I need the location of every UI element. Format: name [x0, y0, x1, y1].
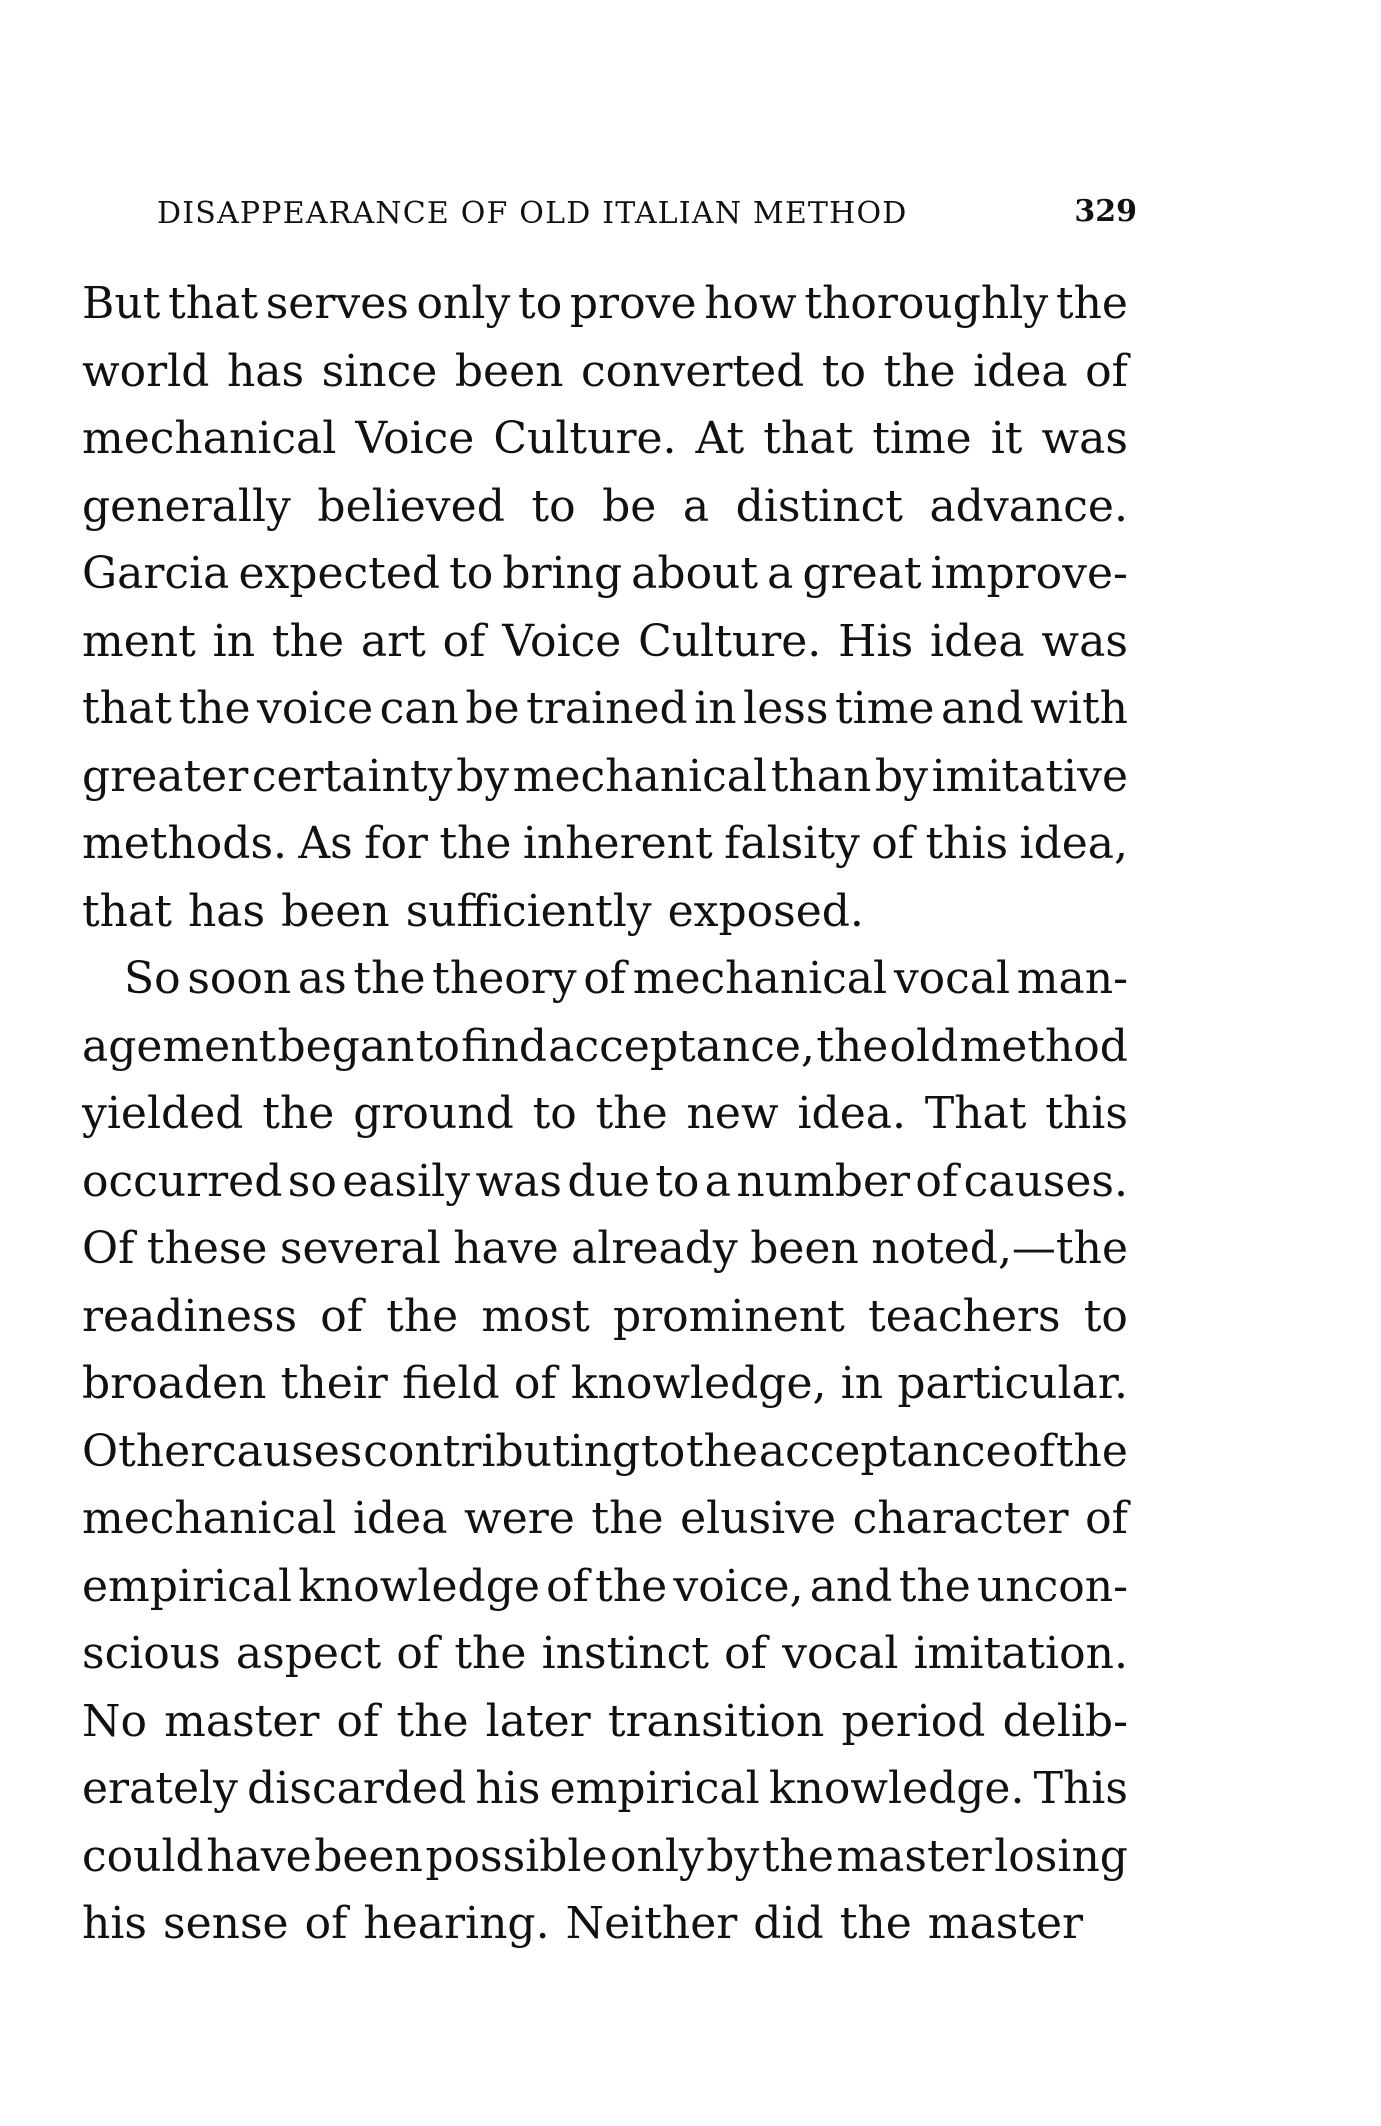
- word: idea: [352, 1493, 448, 1544]
- word: be: [602, 480, 657, 532]
- word: imitation.: [913, 1628, 1128, 1679]
- word: and: [940, 683, 1024, 734]
- word: his: [82, 1898, 147, 1949]
- word: yielded: [82, 1088, 244, 1139]
- word: for: [364, 818, 428, 869]
- running-head: [157, 196, 1137, 236]
- word: discarded: [247, 1763, 467, 1814]
- word: a: [682, 480, 710, 532]
- word: began: [277, 1020, 415, 1072]
- word: a: [767, 548, 794, 599]
- word: already: [571, 1223, 738, 1274]
- word: have: [453, 1223, 559, 1274]
- word: vocal: [782, 1628, 899, 1679]
- word: improve-: [930, 548, 1128, 599]
- text-line: [82, 675, 1128, 743]
- word: the: [685, 1425, 759, 1477]
- word: delib-: [1002, 1695, 1128, 1747]
- word: voice,: [673, 1560, 804, 1612]
- word: of: [546, 1560, 589, 1612]
- word: only: [416, 278, 511, 329]
- word: instinct: [541, 1628, 709, 1679]
- word: man-: [1016, 953, 1128, 1004]
- word: master: [927, 1898, 1084, 1949]
- word: theory: [432, 953, 577, 1004]
- word: the: [591, 1493, 664, 1544]
- word: This: [1033, 1763, 1128, 1814]
- text-line: [82, 270, 1128, 338]
- text-line: [82, 1823, 1128, 1891]
- word: of: [396, 1628, 440, 1679]
- text-line: [82, 1755, 1128, 1823]
- text-line: [82, 945, 1128, 1013]
- text-line: [82, 1418, 1128, 1486]
- text-line: [82, 1890, 1128, 1958]
- word: to: [641, 1425, 686, 1477]
- word: knowledge,: [570, 1358, 827, 1409]
- word: broaden: [82, 1358, 267, 1409]
- word: been: [281, 885, 390, 937]
- word: imitative: [931, 750, 1128, 802]
- word: been: [454, 345, 564, 397]
- word: their: [280, 1358, 388, 1409]
- word: methods.: [82, 818, 288, 869]
- word: serves: [265, 278, 409, 329]
- text-line: [82, 1283, 1128, 1351]
- word: the: [761, 1830, 834, 1882]
- word: scious: [82, 1628, 221, 1679]
- word: ground: [353, 1088, 514, 1139]
- word: to: [1083, 1290, 1128, 1342]
- word: teachers: [868, 1290, 1061, 1342]
- word: of: [724, 1628, 767, 1679]
- word: to: [449, 548, 494, 599]
- word: of: [513, 1358, 557, 1409]
- word: of: [871, 818, 915, 869]
- word: the: [353, 953, 426, 1004]
- word: idea.: [797, 1088, 906, 1139]
- word: as: [297, 953, 347, 1004]
- word: sense: [163, 1898, 289, 1949]
- word: idea: [930, 615, 1025, 667]
- word: can: [379, 683, 459, 734]
- word: the: [839, 1898, 912, 1949]
- word: his: [475, 1763, 541, 1814]
- word: did: [753, 1898, 824, 1949]
- word: that: [82, 885, 172, 937]
- word: voice: [257, 683, 374, 734]
- word: distinct: [735, 480, 903, 532]
- word: to: [518, 278, 563, 329]
- word: to: [532, 1088, 577, 1139]
- word: advance.: [929, 480, 1128, 532]
- word: were: [464, 1493, 575, 1544]
- word: to: [531, 480, 576, 532]
- word: master: [836, 1830, 992, 1882]
- word: to: [821, 345, 866, 397]
- word: mechanical: [632, 953, 888, 1004]
- word: was: [1041, 413, 1128, 464]
- word: noted,—the: [871, 1223, 1128, 1274]
- word: prominent: [612, 1290, 845, 1342]
- word: in: [840, 1358, 884, 1409]
- word: in: [212, 615, 256, 667]
- word: mechanical: [82, 413, 337, 464]
- word: have: [206, 1830, 312, 1882]
- word: to: [415, 1020, 460, 1072]
- page-number: 329: [1074, 194, 1137, 229]
- word: losing: [994, 1830, 1128, 1882]
- word: with: [1030, 683, 1128, 734]
- word: exposed.: [667, 885, 864, 937]
- word: old: [889, 1020, 959, 1072]
- word: was: [475, 1155, 562, 1207]
- word: acceptance: [758, 1425, 1012, 1477]
- word: in: [694, 683, 737, 734]
- text-line: [82, 1215, 1128, 1283]
- word: ment: [82, 615, 196, 667]
- word: find: [461, 1020, 547, 1072]
- word: of: [336, 1695, 380, 1747]
- word: the: [898, 1560, 971, 1612]
- word: most: [481, 1290, 590, 1342]
- word: and: [809, 1560, 893, 1612]
- word: the: [883, 345, 956, 397]
- word: Neither: [565, 1898, 738, 1949]
- word: Garcia: [82, 548, 230, 599]
- word: As: [298, 818, 353, 869]
- text-line: [82, 608, 1128, 676]
- word: time: [872, 413, 972, 464]
- word: of: [442, 615, 486, 667]
- word: of: [1085, 1493, 1128, 1544]
- word: by: [874, 750, 928, 802]
- text-line: [82, 1013, 1128, 1081]
- word: that: [168, 278, 258, 329]
- word: was: [1041, 615, 1128, 667]
- text-line: [82, 1620, 1128, 1688]
- text-line: [82, 1148, 1128, 1216]
- word: by: [456, 750, 510, 802]
- word: empirical: [549, 1763, 760, 1814]
- text-line: [82, 1688, 1128, 1756]
- word: Of: [82, 1223, 135, 1274]
- text-line: [82, 1080, 1128, 1148]
- word: hearing.: [363, 1898, 550, 1949]
- word: how: [704, 278, 797, 329]
- word: the: [454, 1628, 527, 1679]
- running-title: DISAPPEARANCE OF OLD ITALIAN METHOD: [157, 196, 908, 231]
- word: readiness: [82, 1290, 298, 1342]
- word: less: [743, 683, 829, 734]
- word: than: [770, 750, 872, 802]
- body-text: [82, 270, 1128, 1958]
- word: only: [610, 1830, 704, 1882]
- text-line: [82, 473, 1128, 541]
- word: mechanical: [512, 750, 768, 802]
- word: mechanical: [82, 1493, 337, 1544]
- word: No: [82, 1695, 147, 1747]
- word: trained: [526, 683, 688, 734]
- text-line: [82, 1553, 1128, 1621]
- word: new: [686, 1088, 779, 1139]
- word: of: [915, 1155, 959, 1207]
- word: that: [763, 413, 854, 464]
- word: causes.: [963, 1155, 1128, 1207]
- word: the: [595, 1560, 668, 1612]
- word: sufficiently: [405, 885, 652, 937]
- word: master: [164, 1695, 320, 1747]
- word: field: [402, 1358, 500, 1409]
- text-line: [82, 338, 1128, 406]
- word: due: [567, 1155, 650, 1207]
- word: method: [959, 1020, 1128, 1072]
- word: inherent: [522, 818, 713, 869]
- word: so: [287, 1155, 337, 1207]
- word: of: [304, 1898, 348, 1949]
- word: falsity: [724, 818, 860, 869]
- word: this: [1045, 1088, 1128, 1139]
- word: certainty: [251, 750, 453, 802]
- word: Other: [82, 1425, 212, 1477]
- word: acceptance,: [548, 1020, 815, 1072]
- word: Voice: [355, 413, 475, 464]
- word: thoroughly: [804, 278, 1049, 329]
- word: But: [82, 278, 161, 329]
- word: be: [465, 683, 520, 734]
- word: has: [187, 885, 266, 937]
- word: So: [124, 953, 181, 1004]
- word: expected: [238, 548, 441, 599]
- text-line: [82, 1485, 1128, 1553]
- text-line: [82, 743, 1128, 811]
- word: since: [321, 345, 438, 397]
- word: greater: [82, 750, 249, 802]
- word: transition: [607, 1695, 825, 1747]
- word: the: [439, 818, 512, 869]
- word: world: [82, 345, 210, 397]
- word: it: [990, 413, 1023, 464]
- word: period: [841, 1695, 986, 1747]
- word: vocal: [893, 953, 1011, 1004]
- word: Culture.: [638, 615, 822, 667]
- word: generally: [82, 480, 291, 532]
- text-line: [82, 1350, 1128, 1418]
- word: number: [736, 1155, 911, 1207]
- word: contributing: [363, 1425, 641, 1477]
- word: the: [271, 615, 344, 667]
- word: His: [838, 615, 914, 667]
- word: of: [320, 1290, 364, 1342]
- word: Voice: [502, 615, 622, 667]
- word: uncon-: [976, 1560, 1128, 1612]
- text-line: [82, 405, 1128, 473]
- word: Culture.: [493, 413, 677, 464]
- word: knowledge.: [768, 1763, 1025, 1814]
- word: the: [816, 1020, 889, 1072]
- word: has: [226, 345, 305, 397]
- word: aspect: [235, 1628, 382, 1679]
- word: art: [360, 615, 426, 667]
- word: these: [146, 1223, 268, 1274]
- word: prove: [569, 278, 697, 329]
- word: occurred: [82, 1155, 283, 1207]
- word: erately: [82, 1763, 238, 1814]
- word: empirical: [82, 1560, 293, 1612]
- word: could: [82, 1830, 204, 1882]
- word: great: [802, 548, 922, 599]
- word: time: [834, 683, 935, 734]
- word: that: [82, 683, 172, 734]
- text-line: [82, 540, 1128, 608]
- word: At: [695, 413, 745, 464]
- word: the: [262, 1088, 335, 1139]
- word: possible: [425, 1830, 608, 1882]
- word: elusive: [680, 1493, 837, 1544]
- word: idea: [973, 345, 1068, 397]
- word: soon: [187, 953, 292, 1004]
- word: been: [314, 1830, 423, 1882]
- word: of: [1085, 345, 1128, 397]
- word: causes: [211, 1425, 363, 1477]
- word: by: [706, 1830, 760, 1882]
- word: agement: [82, 1020, 277, 1072]
- word: to: [655, 1155, 700, 1207]
- word: believed: [317, 480, 505, 532]
- text-line: [82, 878, 1128, 946]
- word: the: [396, 1695, 469, 1747]
- word: idea,: [1019, 818, 1128, 869]
- word: about: [631, 548, 759, 599]
- word: the: [595, 1088, 668, 1139]
- word: the: [386, 1290, 459, 1342]
- word: bring: [502, 548, 623, 599]
- word: the: [1055, 278, 1128, 329]
- word: knowledge: [298, 1560, 540, 1612]
- text-line: [82, 810, 1128, 878]
- word: of: [1012, 1425, 1056, 1477]
- word: later: [485, 1695, 591, 1747]
- word: of: [583, 953, 627, 1004]
- word: a: [704, 1155, 732, 1207]
- word: the: [178, 683, 251, 734]
- word: converted: [580, 345, 805, 397]
- word: That: [924, 1088, 1027, 1139]
- word: several: [279, 1223, 441, 1274]
- word: the: [1055, 1425, 1128, 1477]
- word: this: [925, 818, 1009, 869]
- word: particular.: [897, 1358, 1128, 1409]
- word: easily: [342, 1155, 471, 1207]
- word: been: [750, 1223, 859, 1274]
- word: character: [852, 1493, 1069, 1544]
